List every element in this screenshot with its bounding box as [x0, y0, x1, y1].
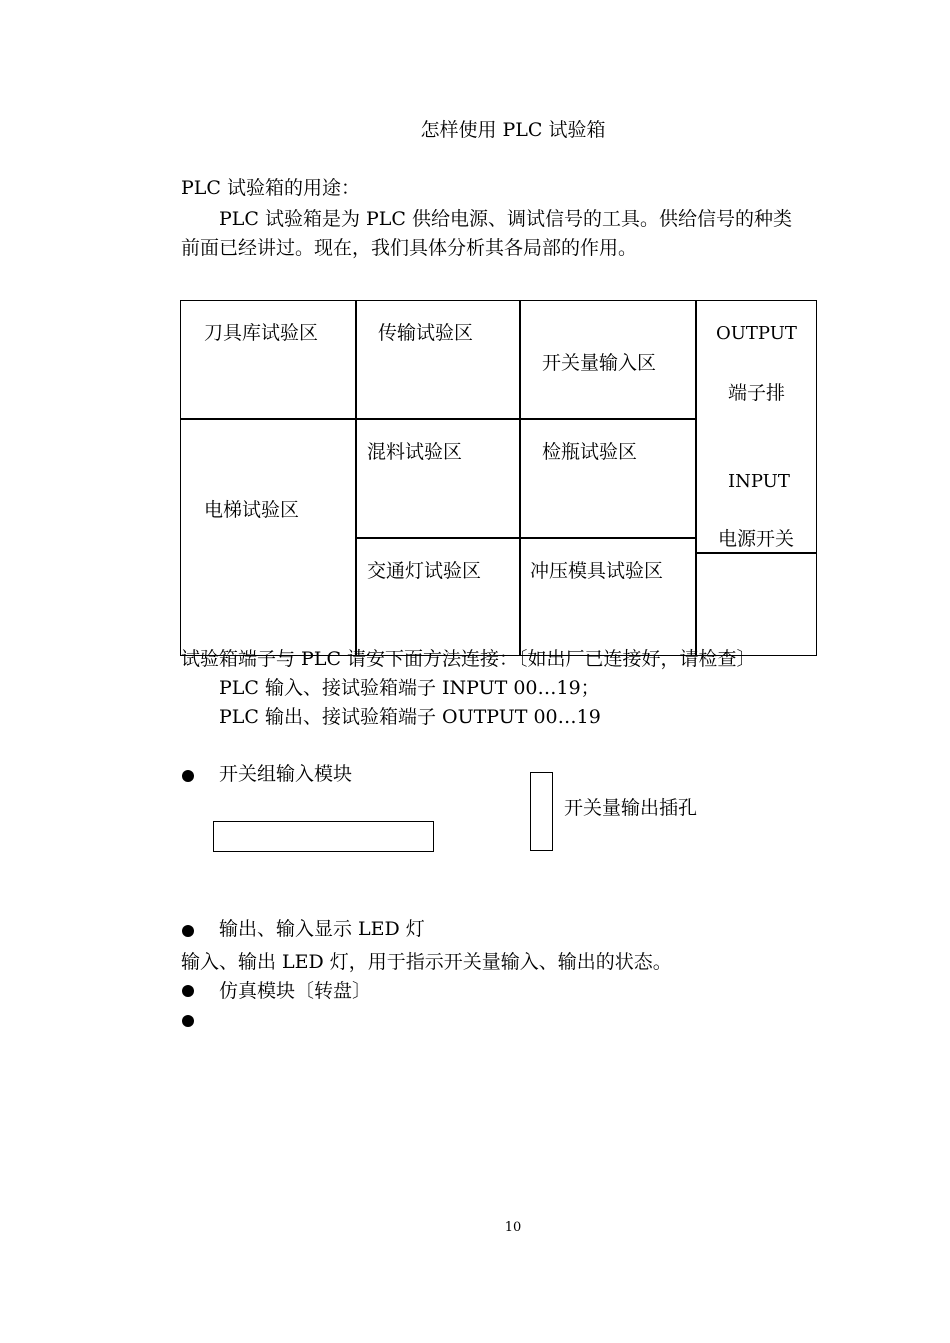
plc-input-line: PLC 输入、接试验箱端子 INPUT 00…19；: [219, 677, 600, 699]
cell-empty: [695, 552, 817, 656]
label-transfer: 传输试验区: [378, 322, 474, 344]
label-stamping-die: 冲压模具试验区: [530, 560, 664, 582]
switch-output-jack-label: 开关量输出插孔: [564, 797, 698, 819]
page-number: 10: [504, 1220, 522, 1235]
label-tool-magazine: 刀具库试验区: [204, 322, 319, 344]
cell-mixing: [355, 418, 521, 539]
purpose-heading: PLC 试验箱的用途：: [181, 177, 360, 199]
cell-elevator: [180, 418, 357, 656]
connect-line: 试验箱端子与 PLC 请安下面方法连接：〔如出厂已连接好，请检查〕: [181, 648, 756, 670]
cell-traffic-light: [355, 537, 521, 656]
cell-transfer: [355, 300, 521, 420]
label-power-switch: 电源开关: [718, 528, 795, 550]
bullet-icon: [182, 1015, 194, 1027]
label-input: INPUT: [728, 471, 790, 492]
led-description: 输入、输出 LED 灯，用于指示开关量输入、输出的状态。: [181, 951, 672, 973]
page-title: 怎样使用 PLC 试验箱: [420, 119, 606, 141]
intro-line-2: 前面已经讲过。现在，我们具体分析其各局部的作用。: [181, 237, 638, 259]
cell-bottle-check: [519, 418, 697, 539]
label-traffic-light: 交通灯试验区: [367, 560, 482, 582]
plc-output-line: PLC 输出、接试验箱端子 OUTPUT 00…19: [219, 706, 601, 728]
bullet-icon: [182, 925, 194, 937]
led-heading: 输出、输入显示 LED 灯: [219, 918, 425, 940]
simulation-module-label: 仿真模块〔转盘〕: [219, 980, 372, 1002]
label-elevator: 电梯试验区: [204, 499, 300, 521]
bullet-icon: [182, 985, 194, 997]
intro-line-1: PLC 试验箱是为 PLC 供给电源、调试信号的工具。供给信号的种类: [219, 208, 792, 230]
bullet-icon: [182, 770, 194, 782]
label-bottle-check: 检瓶试验区: [542, 441, 638, 463]
switch-group-input-box: [213, 821, 434, 852]
switch-group-input-label: 开关组输入模块: [219, 763, 353, 785]
label-switch-input: 开关量输入区: [542, 352, 657, 374]
cell-stamping-die: [519, 537, 697, 656]
label-terminal-strip: 端子排: [728, 382, 786, 404]
switch-output-jack-box: [530, 772, 553, 851]
cell-tool-magazine: [180, 300, 357, 420]
label-mixing: 混料试验区: [367, 441, 463, 463]
label-output: OUTPUT: [716, 323, 797, 344]
